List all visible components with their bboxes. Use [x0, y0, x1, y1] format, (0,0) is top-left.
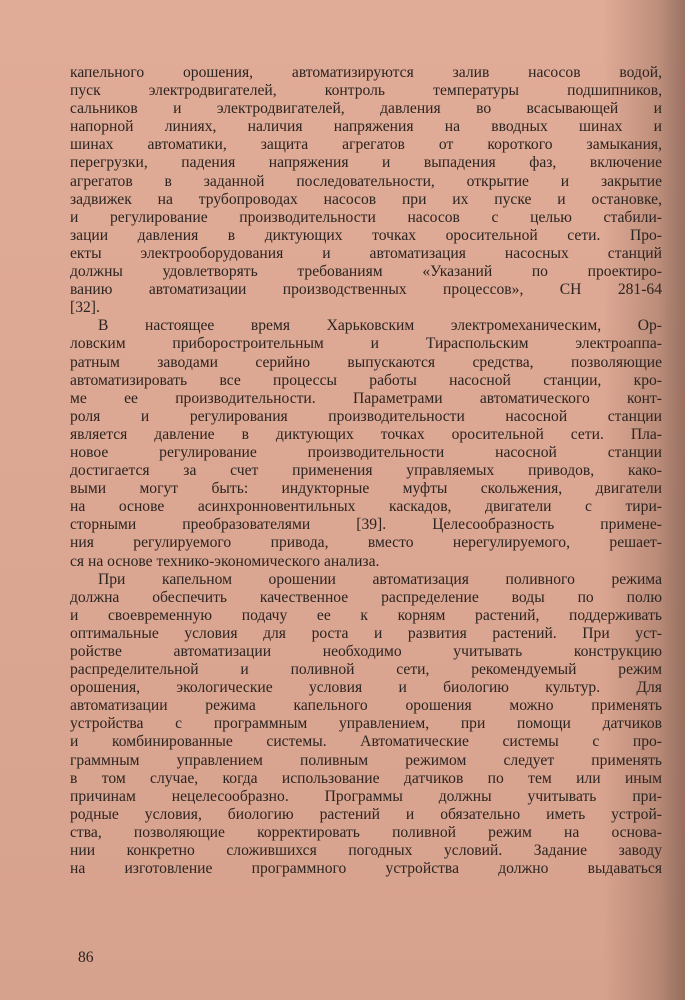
text-line: автоматизации режима капельного орошения можно применять	[70, 697, 662, 715]
text-line: При капельном орошении автоматизация поливного режима	[98, 570, 662, 588]
text-line: является давление в диктующих точках оросительной сети. Пла-	[70, 425, 662, 443]
text-line: ме ее производительности. Параметрами автоматического конт-	[70, 389, 662, 407]
text-line: устройства с программным управлением, при помощи датчиков	[70, 715, 662, 733]
text-line: выми могут быть: индукторные муфты скольжения, двигатели	[70, 480, 662, 498]
text-line: В настоящее время Харьковским электромеханическим, Ор-	[98, 317, 662, 335]
text-line: достигается за счет применения управляемых приводов, како-	[70, 462, 662, 480]
paragraph-1	[70, 64, 662, 317]
text-line: и регулирование производительности насосов с целью стабили-	[70, 208, 662, 226]
text-line: капельного орошения, автоматизируются залив насосов водой,	[70, 64, 662, 81]
text-line: причинам нецелесообразно. Программы должны учитывать при-	[70, 787, 662, 805]
text-line: на изготовление программного устройства должно выдаваться	[70, 860, 662, 878]
text-line: [32].	[70, 299, 100, 317]
text-line: новое регулирование производительности насосной станции	[70, 443, 662, 461]
text-line: екты электрооборудования и автоматизация насосных станций	[70, 244, 662, 262]
text-line: нии конкретно сложившихся погодных условий. Задание заводу	[70, 842, 662, 860]
page-number: 86	[78, 949, 94, 966]
text-line: сторными преобразователями [39]. Целесообразность примене-	[70, 516, 662, 534]
text-line: оптимальные условия для роста и развития растений. При уст-	[70, 624, 662, 642]
text-line: должны удовлетворять требованиям «Указаний по проектиро-	[70, 263, 662, 281]
text-line: ния регулируемого привода, вместо нерегулируемого, решает-	[70, 534, 662, 552]
text-line: на основе асинхронновентильных каскадов, двигатели с тири-	[70, 498, 662, 516]
text-line: должна обеспечить качественное распределение воды по полю	[70, 588, 662, 606]
paragraph-3	[70, 571, 662, 879]
text-line: ловским приборостроительным и Тираспольским электроаппа-	[70, 335, 662, 353]
text-line: и комбинированные системы. Автоматические системы с про-	[70, 733, 662, 751]
text-line: ся на основе технико-экономического анализа.	[70, 552, 380, 570]
text-line: напорной линиях, наличия напряжения на вводных шинах и	[70, 118, 662, 136]
text-line: агрегатов в заданной последовательности, открытие и закрытие	[70, 172, 662, 190]
text-line: пуск электродвигателей, контроль температуры подшипников,	[70, 82, 662, 100]
text-line: автоматизировать все процессы работы насосной станции, кро-	[70, 371, 662, 389]
text-line: орошения, экологические условия и биологию культур. Для	[70, 679, 662, 697]
text-line: и своевременную подачу ее к корням растений, поддерживать	[70, 606, 662, 624]
body-text	[70, 64, 662, 878]
text-line: роля и регулирования производительности насосной станции	[70, 407, 662, 425]
text-line: шинах автоматики, защита агрегатов от короткого замыкания,	[70, 136, 662, 154]
paragraph-2	[70, 317, 662, 570]
text-line: ратным заводами серийно выпускаются средства, позволяющие	[70, 353, 662, 371]
text-line: распределительной и поливной сети, рекомендуемый режим	[70, 661, 662, 679]
text-line: в том случае, когда использование датчиков по тем или иным	[70, 769, 662, 787]
text-line: ройстве автоматизации необходимо учитывать конструкцию	[70, 643, 662, 660]
text-line: перегрузки, падения напряжения и выпадения фаз, включение	[70, 154, 662, 172]
text-line: сальников и электродвигателей, давления во всасывающей и	[70, 100, 662, 118]
text-line: родные условия, биологию растений и обязательно иметь устрой-	[70, 805, 662, 823]
text-line: зации давления в диктующих точках оросительной сети. Про-	[70, 226, 662, 244]
text-line: ванию автоматизации производственных процессов», СН 281-64	[70, 281, 662, 299]
text-line: ства, позволяющие корректировать поливной режим на основа-	[70, 823, 662, 841]
text-line: задвижек на трубопроводах насосов при их пуске и остановке,	[70, 190, 662, 208]
text-line: граммным управлением поливным режимом следует применять	[70, 751, 662, 769]
